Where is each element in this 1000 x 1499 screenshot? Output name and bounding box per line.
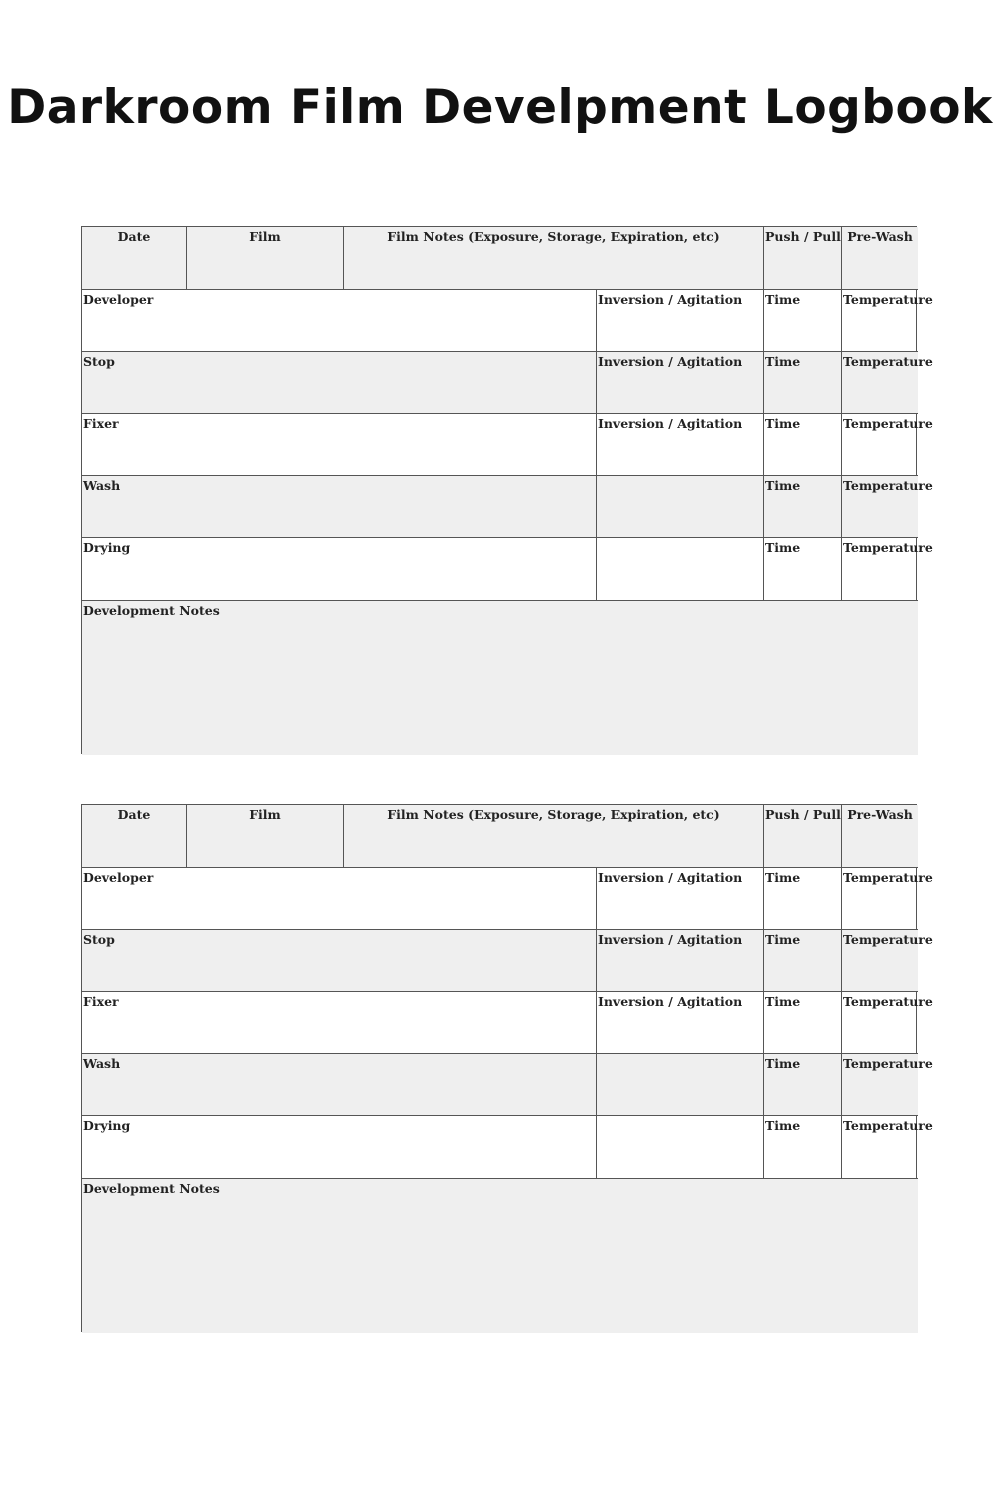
fixer-field[interactable]: Fixer (82, 413, 596, 475)
developer-field[interactable]: Developer (82, 867, 596, 929)
drying-temperature-field[interactable]: Temperature (841, 1115, 918, 1178)
drying-temperature-field[interactable]: Temperature (841, 537, 918, 600)
film-notes-field[interactable]: Film Notes (Exposure, Storage, Expiration, etc) (343, 805, 763, 867)
drying-field[interactable]: Drying (82, 537, 596, 600)
wash-temperature-field[interactable]: Temperature (841, 475, 918, 537)
drying-extra-field[interactable] (596, 537, 763, 600)
fixer-time-field[interactable]: Time (763, 413, 841, 475)
pre-wash-field[interactable]: Pre-Wash (841, 227, 918, 289)
fixer-inversion-field[interactable]: Inversion / Agitation (596, 991, 763, 1053)
developer-inversion-field[interactable]: Inversion / Agitation (596, 867, 763, 929)
film-field[interactable]: Film (186, 227, 343, 289)
developer-temperature-field[interactable]: Temperature (841, 289, 918, 351)
wash-extra-field[interactable] (596, 475, 763, 537)
developer-field[interactable]: Developer (82, 289, 596, 351)
drying-time-field[interactable]: Time (763, 537, 841, 600)
development-notes-field[interactable]: Development Notes (82, 1178, 918, 1333)
film-notes-field[interactable]: Film Notes (Exposure, Storage, Expiration, etc) (343, 227, 763, 289)
fixer-field[interactable]: Fixer (82, 991, 596, 1053)
development-notes-field[interactable]: Development Notes (82, 600, 918, 755)
wash-field[interactable]: Wash (82, 1053, 596, 1115)
date-field[interactable]: Date (82, 227, 186, 289)
fixer-temperature-field[interactable]: Temperature (841, 991, 918, 1053)
wash-time-field[interactable]: Time (763, 1053, 841, 1115)
drying-field[interactable]: Drying (82, 1115, 596, 1178)
developer-time-field[interactable]: Time (763, 289, 841, 351)
stop-time-field[interactable]: Time (763, 351, 841, 413)
push-pull-field[interactable]: Push / Pull (763, 805, 841, 867)
stop-field[interactable]: Stop (82, 351, 596, 413)
fixer-time-field[interactable]: Time (763, 991, 841, 1053)
stop-inversion-field[interactable]: Inversion / Agitation (596, 351, 763, 413)
date-field[interactable]: Date (82, 805, 186, 867)
page-title: Darkroom Film Develpment Logbook (7, 80, 993, 135)
developer-time-field[interactable]: Time (763, 867, 841, 929)
drying-extra-field[interactable] (596, 1115, 763, 1178)
wash-extra-field[interactable] (596, 1053, 763, 1115)
log-entry-1 (81, 226, 933, 754)
fixer-inversion-field[interactable]: Inversion / Agitation (596, 413, 763, 475)
film-field[interactable]: Film (186, 805, 343, 867)
developer-inversion-field[interactable]: Inversion / Agitation (596, 289, 763, 351)
wash-time-field[interactable]: Time (763, 475, 841, 537)
developer-temperature-field[interactable]: Temperature (841, 867, 918, 929)
stop-temperature-field[interactable]: Temperature (841, 351, 918, 413)
push-pull-field[interactable]: Push / Pull (763, 227, 841, 289)
fixer-temperature-field[interactable]: Temperature (841, 413, 918, 475)
wash-temperature-field[interactable]: Temperature (841, 1053, 918, 1115)
wash-field[interactable]: Wash (82, 475, 596, 537)
drying-time-field[interactable]: Time (763, 1115, 841, 1178)
stop-time-field[interactable]: Time (763, 929, 841, 991)
log-entry-2 (81, 804, 933, 1332)
stop-inversion-field[interactable]: Inversion / Agitation (596, 929, 763, 991)
pre-wash-field[interactable]: Pre-Wash (841, 805, 918, 867)
stop-field[interactable]: Stop (82, 929, 596, 991)
stop-temperature-field[interactable]: Temperature (841, 929, 918, 991)
